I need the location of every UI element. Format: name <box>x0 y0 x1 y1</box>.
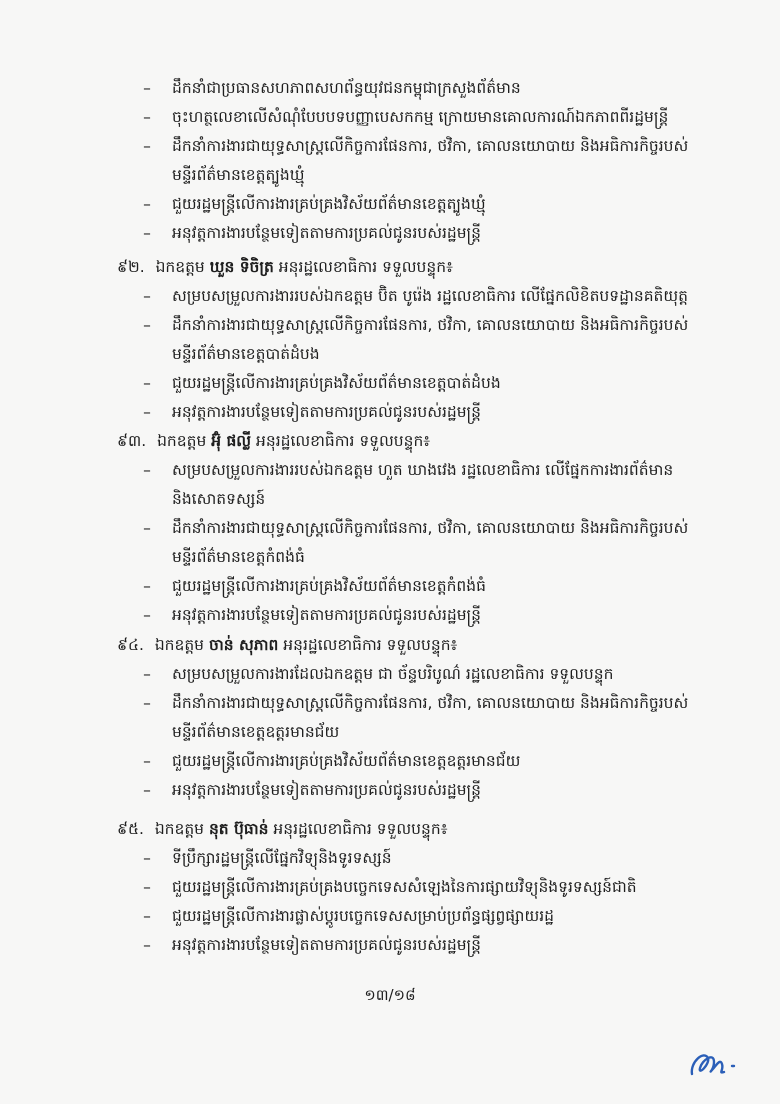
list-item-continuation <box>0 340 780 369</box>
list-item-text: អនុវត្តការងារបន្ថែមទៀតតាមការប្រគល់ជូនរបស់រដ្ឋមន្ត្រី <box>172 936 482 954</box>
section-heading <box>0 814 780 844</box>
list-item-text: ជួយរដ្ឋមន្ត្រីលើការងារគ្រប់គ្រងវិស័យព័ត៌មានខេត្តបាត់ដំបង <box>172 374 501 392</box>
list-item <box>0 74 780 103</box>
section-bullet-list <box>0 844 780 960</box>
list-item-text: ដឹកនាំជាប្រធានសហភាពសហព័ន្ធយុវជនកម្ពុជាក្រសួងព័ត៌មាន <box>172 79 521 97</box>
dash-marker: – <box>143 606 151 624</box>
list-item-text: និងសោតទស្សន៍ <box>172 490 266 508</box>
dash-marker: – <box>143 519 151 537</box>
dash-marker: – <box>143 752 151 770</box>
title-prefix: ឯកឧត្តម <box>155 258 205 276</box>
signature-stroke <box>692 1055 734 1074</box>
dash-marker: – <box>143 849 151 867</box>
list-item-text: អនុវត្តការងារបន្ថែមទៀតតាមការប្រគល់ជូនរបស់រដ្ឋមន្ត្រី <box>172 606 482 624</box>
list-item-text: ជួយរដ្ឋមន្ត្រីលើការងារគ្រប់គ្រងវិស័យព័ត៌មានខេត្តត្បូងឃ្មុំ <box>172 195 486 213</box>
list-item-text: មន្ទីរព័ត៌មានខេត្តឧត្តរមានជ័យ <box>172 723 340 741</box>
section-heading <box>0 252 780 282</box>
section-number: ៩២. <box>117 258 145 276</box>
official-name: ឃួន ទិចិត្រ <box>209 258 274 276</box>
title-prefix: ឯកឧត្តម <box>154 820 205 838</box>
list-item <box>0 311 780 340</box>
list-item <box>0 132 780 161</box>
dash-marker: – <box>143 907 151 925</box>
dash-marker: – <box>143 79 151 97</box>
list-item-text: ដឹកនាំការងារជាយុទ្ធសាស្ត្រលើកិច្ចការផែនការ, ថវិកា, គោលនយោបាយ និងអធិការកិច្ចរបស់ <box>172 694 689 712</box>
title-prefix: ឯកឧត្តម <box>157 432 207 450</box>
list-item <box>0 456 780 485</box>
list-item <box>0 103 780 132</box>
dash-marker: – <box>143 287 151 305</box>
list-item <box>0 902 780 931</box>
dash-marker: – <box>143 108 151 126</box>
list-item <box>0 369 780 398</box>
list-item-text: ទីប្រឹក្សារដ្ឋមន្ត្រីលើផ្នែកវិទ្យុនិងទូរទស្សន៍ <box>172 849 392 867</box>
section-bullet-list <box>0 282 780 427</box>
list-item <box>0 514 780 543</box>
dash-marker: – <box>143 878 151 896</box>
list-item-text: សម្របសម្រួលការងាររបស់ឯកឧត្តម ប៊ិត បូរ៉េង រដ្ឋលេខាធិការ លើផ្នែកលិខិតបទដ្ឋានគតិយុត្ត <box>172 287 688 305</box>
list-item <box>0 931 780 960</box>
section-heading <box>0 630 780 660</box>
list-item-text: មន្ទីរព័ត៌មានខេត្តត្បូងឃ្មុំ <box>172 166 305 184</box>
dash-marker: – <box>143 374 151 392</box>
dash-marker: – <box>143 694 151 712</box>
list-item <box>0 398 780 427</box>
list-item-text: មន្ទីរព័ត៌មានខេត្តបាត់ដំបង <box>172 345 320 363</box>
list-item-text: ជួយរដ្ឋមន្ត្រីលើការងារគ្រប់គ្រងបច្ចេកទេសសំឡេងនៃការផ្សាយវិទ្យុនិងទូរទស្សន៍ជាតិ <box>172 878 637 896</box>
top-bullet-list <box>0 74 780 248</box>
dash-marker: – <box>143 195 151 213</box>
list-item-text: អនុវត្តការងារបន្ថែមទៀតតាមការប្រគល់ជូនរបស់រដ្ឋមន្ត្រី <box>172 781 482 799</box>
list-item <box>0 601 780 630</box>
section-bullet-list <box>0 660 780 805</box>
list-item <box>0 219 780 248</box>
list-item-text: ដឹកនាំការងារជាយុទ្ធសាស្ត្រលើកិច្ចការផែនការ, ថវិកា, គោលនយោបាយ និងអធិការកិច្ចរបស់ <box>172 137 689 155</box>
section-93 <box>0 424 780 630</box>
list-item-text: មន្ទីរព័ត៌មានខេត្តកំពង់ធំ <box>172 548 305 566</box>
official-name: នុត ប៊ុធាន់ <box>208 820 269 838</box>
list-item-text: ចុះហត្ថលេខាលើសំណុំបែបបទបញ្ញាបេសកកម្ម ក្រោយមានគោលការណ៍ឯកភាពពីរដ្ឋមន្ត្រី <box>172 108 669 126</box>
list-item <box>0 572 780 601</box>
list-item-text: សម្របសម្រួលការងាររបស់ឯកឧត្តម ហួត ឃាងវេង រដ្ឋលេខាធិការ លើផ្នែកការងារព័ត៌មាន <box>172 461 674 479</box>
official-role: អនុរដ្ឋលេខាធិការ ទទួលបន្ទុក៖ <box>278 258 453 276</box>
list-item-continuation <box>0 718 780 747</box>
list-item <box>0 776 780 805</box>
section-94 <box>0 628 780 805</box>
dash-marker: – <box>143 403 151 421</box>
list-item-text: អនុវត្តការងារបន្ថែមទៀតតាមការប្រគល់ជូនរបស់រដ្ឋមន្ត្រី <box>172 224 482 242</box>
list-item <box>0 190 780 219</box>
dash-marker: – <box>143 461 151 479</box>
section-number: ៩៥. <box>117 820 144 838</box>
list-item-text: ជួយរដ្ឋមន្ត្រីលើការងារផ្លាស់ប្តូរបច្ចេកទេសសម្រាប់ប្រព័ន្ធផ្សព្វផ្សាយរដ្ឋ <box>172 907 554 925</box>
dash-marker: – <box>143 137 151 155</box>
section-number: ៩៤. <box>117 636 144 654</box>
list-item-continuation <box>0 543 780 572</box>
official-role: អនុរដ្ឋលេខាធិការ ទទួលបន្ទុក៖ <box>283 636 458 654</box>
list-item-continuation <box>0 161 780 190</box>
list-item <box>0 660 780 689</box>
section-95 <box>0 812 780 960</box>
list-item <box>0 747 780 776</box>
list-item <box>0 844 780 873</box>
signature-mark <box>684 1044 744 1084</box>
page-number: ១៣/១៨ <box>364 986 416 1004</box>
list-item-text: ជួយរដ្ឋមន្ត្រីលើការងារគ្រប់គ្រងវិស័យព័ត៌មានខេត្តឧត្តរមានជ័យ <box>172 752 521 770</box>
list-item <box>0 873 780 902</box>
list-item-text: សម្របសម្រួលការងារដែលឯកឧត្តម ជា ច័ន្ទបរិបូណ៌ រដ្ឋលេខាធិការ ទទួលបន្ទុក <box>172 665 614 683</box>
dash-marker: – <box>143 316 151 334</box>
official-name: អ៊ុំ ផល្លី <box>211 432 252 450</box>
list-item-text: ដឹកនាំការងារជាយុទ្ធសាស្ត្រលើកិច្ចការផែនការ, ថវិកា, គោលនយោបាយ និងអធិការកិច្ចរបស់ <box>172 316 689 334</box>
official-role: អនុរដ្ឋលេខាធិការ ទទួលបន្ទុក៖ <box>273 820 448 838</box>
list-item-text: អនុវត្តការងារបន្ថែមទៀតតាមការប្រគល់ជូនរបស់រដ្ឋមន្ត្រី <box>172 403 482 421</box>
section-92 <box>0 250 780 427</box>
list-item <box>0 689 780 718</box>
section-heading <box>0 426 780 456</box>
section-number: ៩៣. <box>117 432 147 450</box>
dash-marker: – <box>143 665 151 683</box>
dash-marker: – <box>143 577 151 595</box>
dash-marker: – <box>143 936 151 954</box>
list-item <box>0 282 780 311</box>
official-name: ចាន់ សុភាព <box>208 636 279 654</box>
list-item-text: ដឹកនាំការងារជាយុទ្ធសាស្ត្រលើកិច្ចការផែនការ, ថវិកា, គោលនយោបាយ និងអធិការកិច្ចរបស់ <box>172 519 689 537</box>
title-prefix: ឯកឧត្តម <box>154 636 205 654</box>
section-bullet-list <box>0 456 780 630</box>
list-item-text: ជួយរដ្ឋមន្ត្រីលើការងារគ្រប់គ្រងវិស័យព័ត៌មានខេត្តកំពង់ធំ <box>172 577 486 595</box>
dash-marker: – <box>143 781 151 799</box>
list-item-continuation <box>0 485 780 514</box>
dash-marker: – <box>143 224 151 242</box>
official-role: អនុរដ្ឋលេខាធិការ ទទួលបន្ទុក៖ <box>256 432 431 450</box>
